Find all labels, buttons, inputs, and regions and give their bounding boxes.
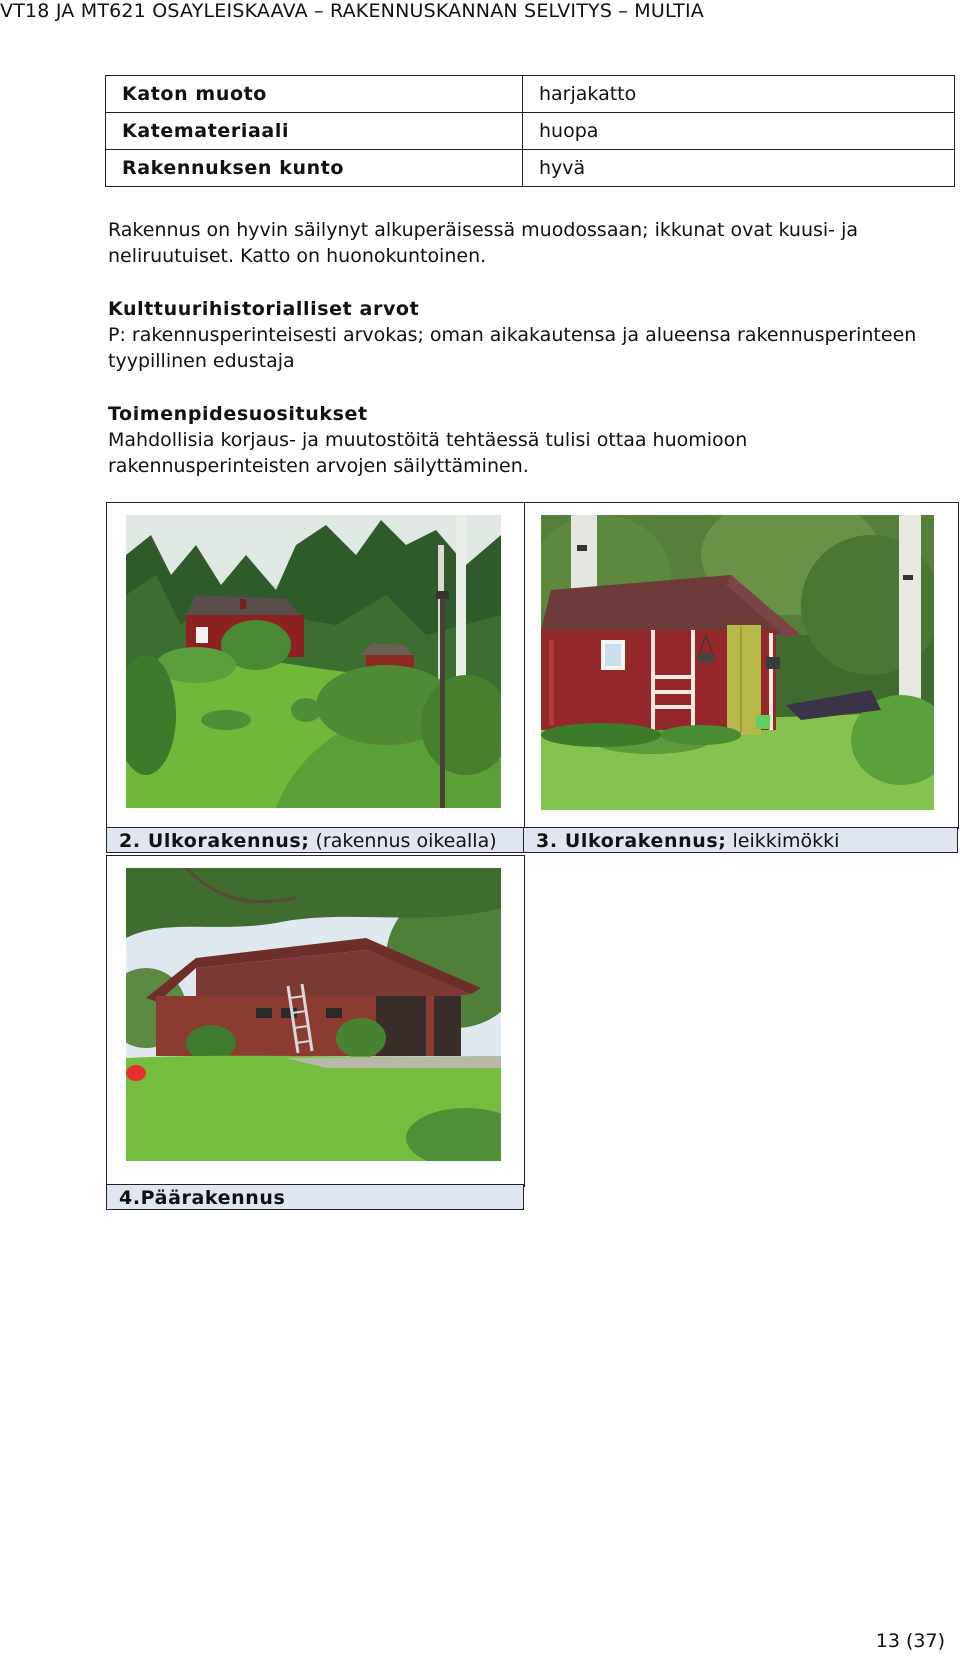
photo-caption [106,827,524,853]
property-value: harjakatto [523,76,955,113]
section-line: tyypillinen edustaja [108,350,295,372]
outbuilding-photo [126,515,501,808]
page-header: VT18 JA MT621 OSAYLEISKAAVA – RAKENNUSKANNAN SELVITYS – MULTIA [0,0,704,22]
description-line: Rakennus on hyvin säilynyt alkuperäisessä muodossaan; ikkunat ovat kuusi- ja [108,219,858,241]
caption-text: leikkimökki [726,830,840,852]
photo-caption [106,1184,524,1210]
property-label: Katemateriaali [106,113,523,150]
section-line: rakennusperinteisten arvojen säilyttäminen. [108,455,529,477]
recommendations-section [108,401,958,479]
property-label: Rakennuksen kunto [106,150,523,187]
playhouse-photo [541,515,934,810]
photo-caption [523,827,958,853]
page-number: 13 (37) [875,1630,945,1652]
cultural-values-section [108,296,958,374]
section-heading: Kulttuurihistorialliset arvot [108,298,420,320]
property-value: huopa [523,113,955,150]
caption-title: 3. Ulkorakennus; [536,830,727,852]
section-line: Mahdollisia korjaus- ja muutostöitä tehtäessä tulisi ottaa huomioon [108,429,748,451]
section-heading: Toimenpidesuositukset [108,403,368,425]
description-paragraph [108,217,958,269]
table-row [106,76,955,113]
main-building-photo [126,868,501,1161]
caption-title: 4.Päärakennus [119,1187,286,1209]
description-line: neliruutuiset. Katto on huonokuntoinen. [108,245,487,267]
section-line: P: rakennusperinteisesti arvokas; oman aikakautensa ja alueensa rakennusperinteen [108,324,917,346]
building-properties-table [105,75,955,187]
caption-text: (rakennus oikealla) [309,830,497,852]
caption-title: 2. Ulkorakennus; [119,830,310,852]
table-row [106,150,955,187]
property-value: hyvä [523,150,955,187]
table-row [106,113,955,150]
property-label: Katon muoto [106,76,523,113]
